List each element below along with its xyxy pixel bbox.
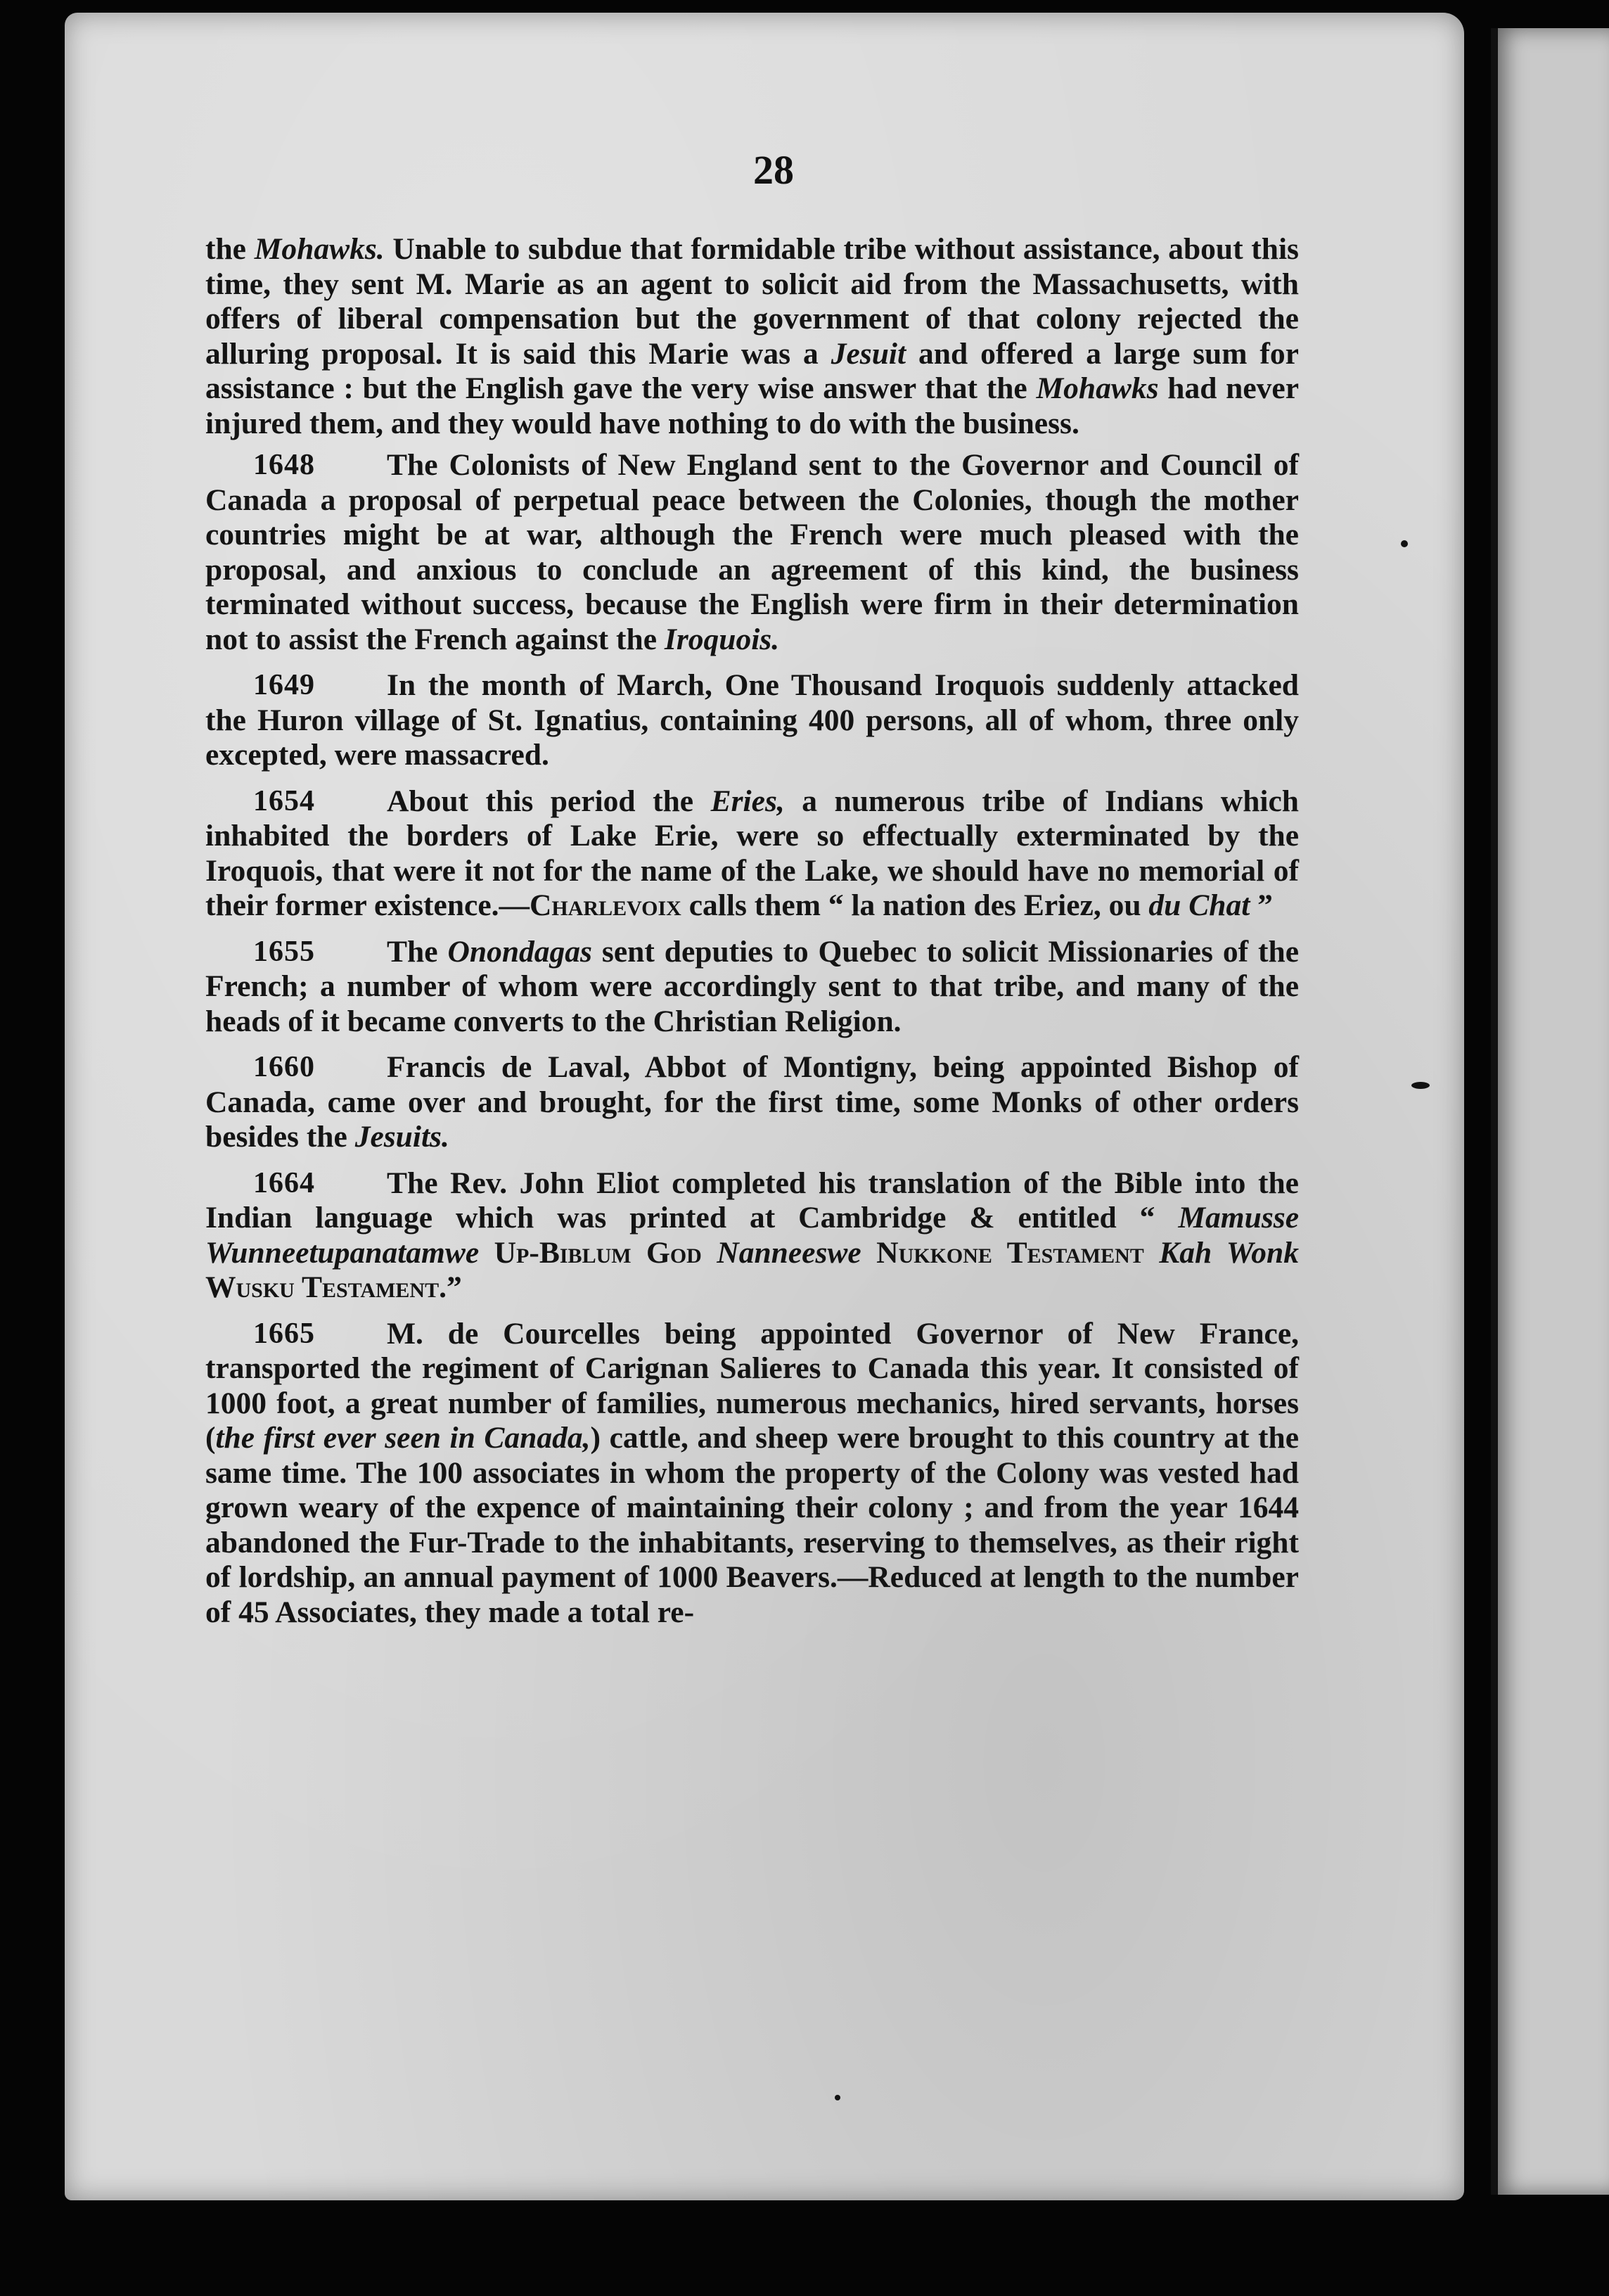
text-segment: Mamusse Wunneetupanatamwe (205, 1201, 1299, 1270)
chronology-entry (205, 1166, 1299, 1306)
page-text (205, 232, 1299, 1641)
text-segment: Charlevoix (530, 888, 681, 922)
chronology-entry (205, 1317, 1299, 1631)
text-segment: Nukkone Testament (861, 1235, 1144, 1270)
text-segment: the (205, 232, 255, 266)
text-segment: Eries, (710, 784, 785, 818)
text-segment: Jesuit (831, 336, 906, 371)
chronology-entry (205, 448, 1299, 657)
entry-year: 1664 (253, 1166, 315, 1199)
text-segment: About this period the (387, 784, 711, 818)
entry-year: 1654 (253, 784, 315, 817)
text-segment: ” (446, 1270, 462, 1304)
adjacent-page-edge (1491, 28, 1609, 2195)
text-segment: Mohawks. (254, 232, 385, 266)
text-segment: Francis de Laval, Abbot of Montigny, being appointed Bishop of Canada, came over and brought, for the first time, some Monks of other orders besides the (205, 1050, 1299, 1154)
text-segment: Kah Wonk (1143, 1235, 1299, 1270)
ink-speck (1401, 540, 1408, 547)
text-segment: Unable to subdue that formidable tribe without assistance, about this time, they sent M. Marie as an agent to solicit aid from the Massachusetts, with offers of liberal compensation but the government of that colony rejected the alluring proposal. It is said this Marie was a (205, 232, 1299, 371)
page-number: 28 (753, 147, 794, 193)
chronology-entry (205, 668, 1299, 773)
text-segment: ) cattle, and sheep were brought to this country at the same time. The 100 associates in whom the property of the Colony was vested had grown weary of the expence of maintaining their colony ; and from the year 1644 abandoned the Fur-Trade to the inhabitants, reserving to themselves, as their right of lordship, an annual payment of 1000 Beavers.—Reduced at length to the number of 45 Associates, they made a total re- (205, 1421, 1300, 1629)
chronology-entry (205, 784, 1299, 924)
chronology-entry (205, 1050, 1299, 1155)
text-segment: The Colonists of New England sent to the Governor and Council of Canada a proposal of perpetual peace between the Colonies, though the mother countries might be at war, although the French were much pleased with the proposal, and anxious to conclude an agreement of this kind, the business terminated without success, because the English were firm in their determination not to assist the French against the (205, 448, 1299, 656)
text-segment: Iroquois. (664, 622, 780, 656)
ink-speck (835, 2095, 840, 2100)
text-segment: had never injured them, and they would have nothing to do with the business. (205, 371, 1299, 440)
entry-year: 1665 (253, 1317, 315, 1350)
text-segment: ” (1250, 888, 1273, 922)
text-segment: sent deputies to Quebec to solicit Missionaries of the French; a number of whom were accordingly sent to that tribe, and many of the heads of it became converts to the Christian Religion. (205, 934, 1299, 1038)
text-segment: and offered a large sum for assistance : but the English gave the very wise answer that the (205, 336, 1299, 405)
text-segment: The Rev. John Eliot completed his translation of the Bible into the Indian language which was printed at Cambridge & entitled “ (205, 1166, 1299, 1235)
opening-paragraph (205, 232, 1299, 441)
text-segment: Wusku Testament. (205, 1270, 447, 1304)
text-segment: Jesuits. (354, 1120, 449, 1154)
text-segment: In the month of March, One Thousand Iroquois suddenly attacked the Huron village of St. Ignatius, containing 400 persons, all of whom, three only excepted, were massacred. (205, 668, 1299, 772)
entry-year: 1660 (253, 1051, 315, 1083)
entry-year: 1648 (253, 449, 315, 481)
ink-speck (1411, 1082, 1430, 1089)
text-segment: M. de Courcelles being appointed Governor of New France, transported the regiment of Carignan Salieres to Canada this year. It consisted of 1000 foot, a great number of families, numerous mechanics, hired servants, horses ( (205, 1316, 1299, 1455)
text-segment: The (387, 934, 448, 969)
text-segment: Onondagas (447, 934, 592, 969)
entry-text (205, 1317, 1299, 1629)
text-segment: the first ever seen in Canada, (215, 1421, 591, 1455)
entry-year: 1655 (253, 935, 315, 968)
text-segment: Nanneeswe (701, 1235, 861, 1270)
text-segment: Up-Biblum God (479, 1235, 702, 1270)
text-segment: calls them “ la nation des Eriez, ou (681, 888, 1149, 922)
chronology-entry (205, 935, 1299, 1040)
text-segment: Mohawks (1036, 371, 1159, 405)
text-segment: a numerous tribe of Indians which inhabited the borders of Lake Erie, were so effectually exterminated by the Iroquois, that were it not for the name of the Lake, we should have no memorial of their former existence.— (205, 784, 1299, 922)
text-segment: du Chat (1148, 888, 1250, 922)
chronology-entries (205, 448, 1299, 1630)
entry-year: 1649 (253, 669, 315, 701)
